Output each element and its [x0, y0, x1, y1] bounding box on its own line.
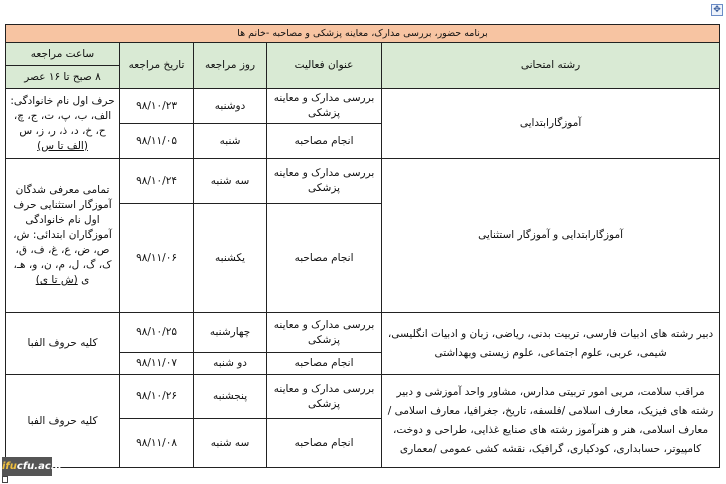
letters-range: (الف تا س)	[37, 139, 88, 152]
day-cell: دوشنبه	[194, 89, 267, 124]
header-day: روز مراجعه	[194, 43, 267, 89]
activity-cell: بررسی مدارک و معاینه پزشکی	[267, 313, 382, 353]
day-cell: دو شنبه	[194, 353, 267, 375]
day-cell: سه شنبه	[194, 159, 267, 204]
letters-cell	[6, 89, 120, 159]
letters-cell: کلیه حروف الفبا	[6, 375, 120, 468]
table-title: برنامه حضور، بررسی مدارک، معاینه پزشکی و مصاحبه -خانم ها	[6, 25, 720, 43]
header-date: تاریخ مراجعه	[120, 43, 194, 89]
schedule-table	[5, 24, 720, 468]
letters-cell: کلیه حروف الفبا	[6, 313, 120, 375]
date-cell: ۹۸/۱۱/۰۷	[120, 353, 194, 375]
letters-cell	[6, 159, 120, 313]
watermark-prefix: ifu	[2, 461, 17, 472]
table-row	[6, 375, 720, 419]
activity-cell: بررسی مدارک و معاینه پزشکی	[267, 375, 382, 419]
day-cell: چهارشنبه	[194, 313, 267, 353]
activity-cell: انجام مصاحبه	[267, 204, 382, 313]
date-cell: ۹۸/۱۰/۲۶	[120, 375, 194, 419]
day-cell: شنبه	[194, 124, 267, 159]
activity-cell: بررسی مدارک و معاینه پزشکی	[267, 159, 382, 204]
header-activity: عنوان فعالیت	[267, 43, 382, 89]
table-row	[6, 313, 720, 353]
header-time-value: ۸ صبح تا ۱۶ عصر	[6, 66, 120, 89]
date-cell: ۹۸/۱۰/۲۵	[120, 313, 194, 353]
letters-range: (ش تا ی)	[35, 274, 78, 286]
field-cell: آموزگارابتدایی	[382, 89, 720, 159]
field-cell: دبیر رشته های ادبیات فارسی، تربیت بدنی، ریاضی، زبان و ادبیات انگلیسی، شیمی، عربی، علوم اجتماعی، علوم زیستی وبهداشتی	[382, 313, 720, 375]
field-cell: مراقب سلامت، مربی امور تربیتی مدارس، مشاور واحد آموزشی و دبیر رشته های فیزیک، معارف اسلامی /فلسفه، تاریخ، جغرافیا، معارف اسلامی /معارف اسلامی، هنر و هنرآموز رشته های صنایع غذایی، طراحی و دوخت، کامپیوتر، حسابداری، کودکیاری، گرافیک، نقشه کشی عمومی /معماری	[382, 375, 720, 468]
date-cell: ۹۸/۱۰/۲۳	[120, 89, 194, 124]
letters-text: حرف اول نام خانوادگی: الف، ب، پ، ت، ج، چ، ح، خ، د، ذ، ر، ز، س	[10, 94, 115, 137]
table-row	[6, 89, 720, 124]
day-cell: سه شنبه	[194, 419, 267, 468]
activity-cell: انجام مصاحبه	[267, 419, 382, 468]
date-cell: ۹۸/۱۱/۰۸	[120, 419, 194, 468]
table-row	[6, 159, 720, 204]
field-cell: آموزگارابتدایی و آموزگار استثنایی	[382, 159, 720, 313]
activity-cell: بررسی مدارک و معاینه پزشکی	[267, 89, 382, 124]
watermark-logo	[2, 457, 63, 476]
letters-text: تمامی معرفی شدگان آموزگار استثنایی حرف اول نام خانوادگی آموزگاران ابتدائی: ش، ص، ض، ع، غ، ف، ق، ک، گ، ل، م، ن، و، هـ، ی	[13, 184, 112, 286]
watermark-domain: cfu.ac.ir	[16, 461, 63, 472]
date-cell: ۹۸/۱۱/۰۵	[120, 124, 194, 159]
title-row	[6, 25, 720, 43]
header-field: رشته امتحانی	[382, 43, 720, 89]
paragraph-anchor-icon	[2, 476, 8, 483]
date-cell: ۹۸/۱۰/۲۴	[120, 159, 194, 204]
table-move-handle-icon[interactable]: ✥	[711, 4, 723, 16]
day-cell: یکشنبه	[194, 204, 267, 313]
activity-cell: انجام مصاحبه	[267, 353, 382, 375]
header-time: ساعت مراجعه	[6, 43, 120, 66]
header-row	[6, 43, 720, 66]
date-cell: ۹۸/۱۱/۰۶	[120, 204, 194, 313]
activity-cell: انجام مصاحبه	[267, 124, 382, 159]
day-cell: پنجشنبه	[194, 375, 267, 419]
